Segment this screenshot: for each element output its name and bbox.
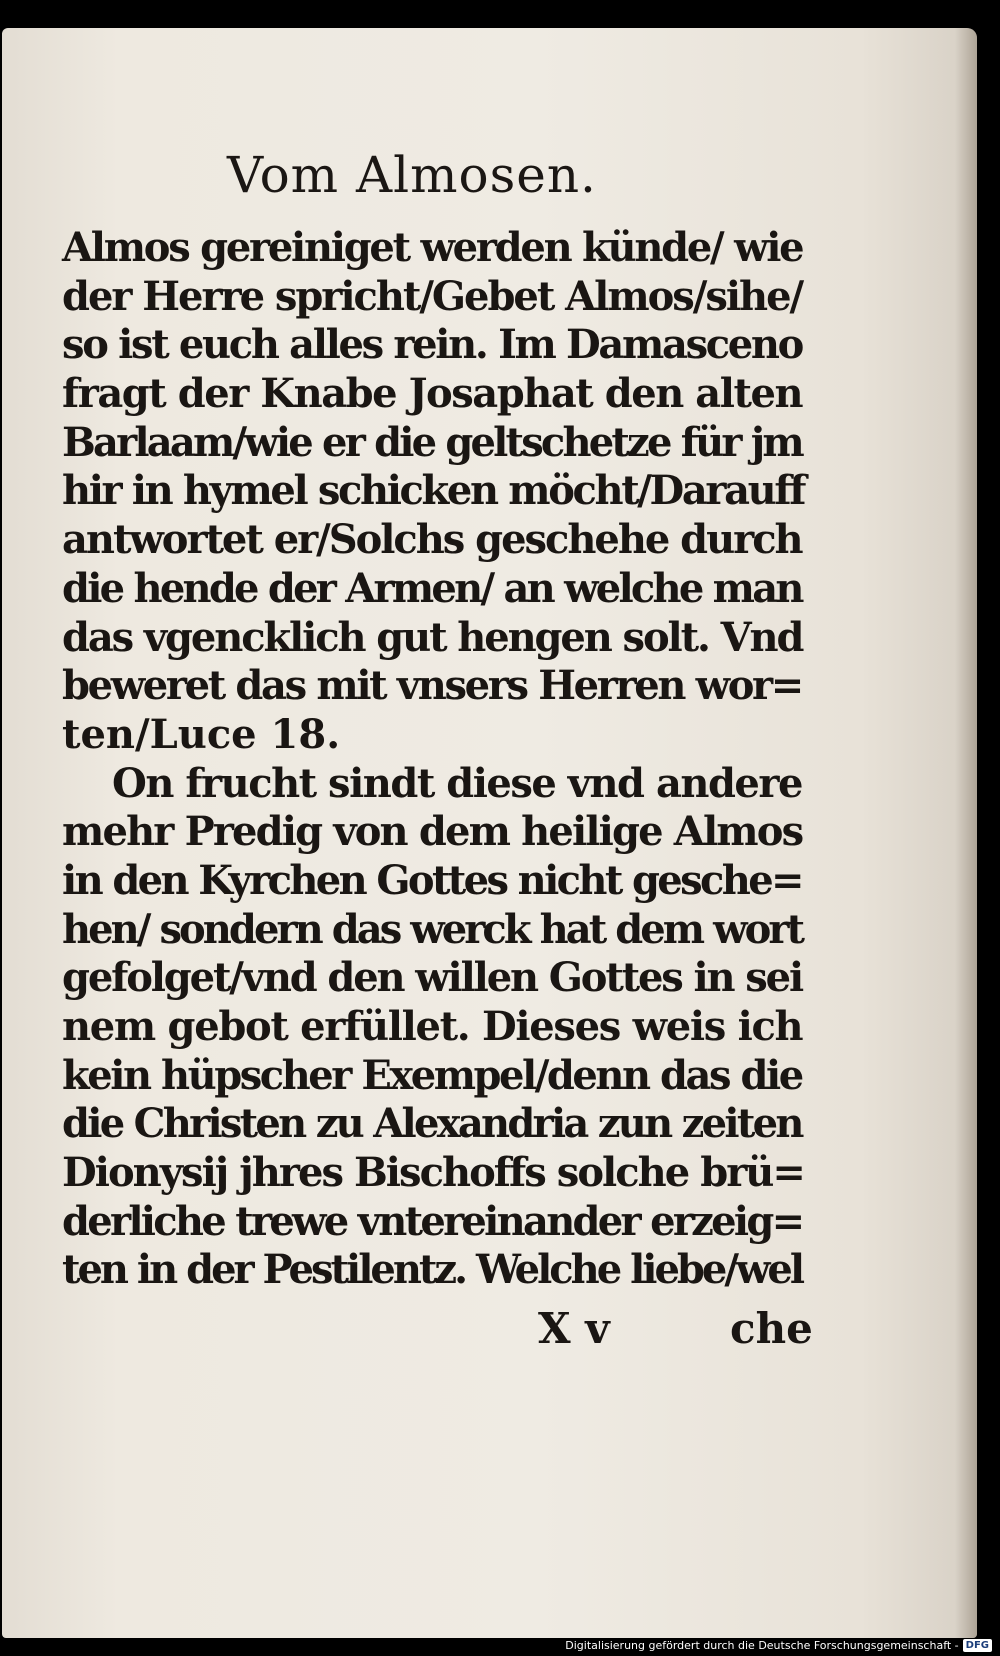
text-line: kein hüpscher Exempel/denn das die [62, 1051, 802, 1099]
book-page [2, 28, 977, 1638]
dfg-logo: DFG [963, 1639, 992, 1652]
text-line: hir in hymel schicken möcht/Darauff [62, 467, 805, 515]
text-line: hen/ sondern das werck hat dem wort [62, 905, 803, 953]
text-line: ten/Luce 18. [62, 710, 341, 758]
text-line: Dionysij jhres Bischoffs solche brü= [62, 1149, 804, 1197]
text-line: beweret das mit vnsers Herren wor= [62, 662, 802, 710]
running-header: Vom Almosen. [227, 146, 597, 204]
text-line: derliche trewe vntereinander erzeig= [62, 1197, 803, 1245]
text-line: die Christen zu Alexandria zun zeiten [62, 1100, 802, 1148]
text-line: Almos gereiniget werden künde/ wie [62, 224, 803, 271]
text-line: nem gebot erfüllet. Dieses weis ich [62, 1003, 803, 1050]
text-line: gefolget/vnd den willen Gottes in sei [62, 954, 802, 1002]
text-line: so ist euch alles rein. Im Damasceno [62, 321, 803, 369]
credit-text: Digitalisierung gefördert durch die Deutsche Forschungsgemeinschaft - [565, 1638, 959, 1652]
catchword: che [730, 1304, 813, 1353]
text-line: die hende der Armen/ an welche man [62, 564, 802, 612]
text-line: das vgencklich gut hengen solt. Vnd [62, 613, 803, 661]
text-line: der Herre spricht/Gebet Almos/sihe/ [62, 272, 803, 320]
text-line: mehr Predig von dem heilige Almos [62, 808, 803, 856]
body-text [62, 224, 805, 1295]
text-line: antwortet er/Solchs geschehe durch [62, 516, 802, 564]
signature-mark: X v [538, 1304, 610, 1353]
text-line: ten in der Pestilentz. Welche liebe/wel [62, 1246, 803, 1294]
digitization-credit [565, 1636, 992, 1654]
text-line: fragt der Knabe Josaphat den alten [62, 370, 803, 418]
text-line: Barlaam/wie er die geltschetze für jm [62, 418, 802, 466]
text-line: On frucht sindt diese vnd andere [112, 759, 802, 807]
text-line: in den Kyrchen Gottes nicht gesche= [62, 856, 802, 904]
